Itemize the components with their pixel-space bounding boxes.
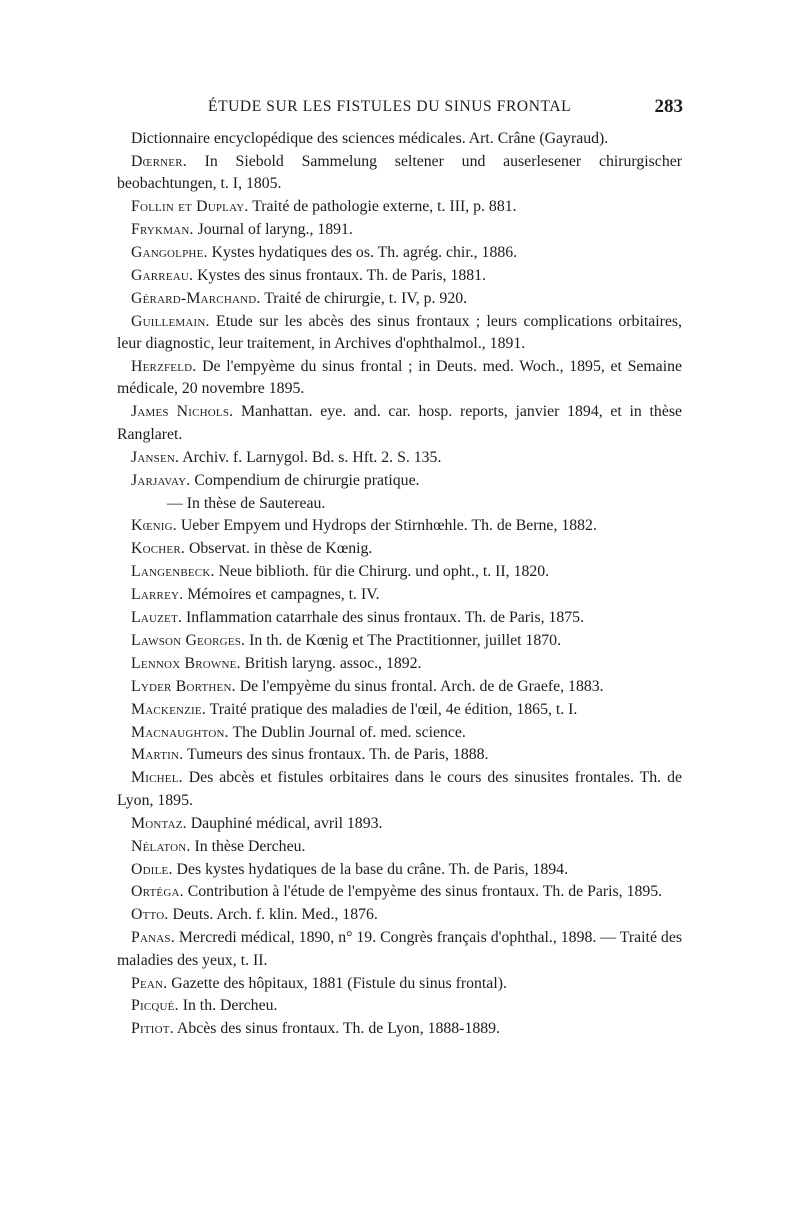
- entry-author: Kœnig.: [131, 517, 177, 535]
- entry-text: The Dublin Journal of. med. science.: [228, 723, 466, 741]
- entry-author: Langenbeck.: [131, 563, 215, 581]
- bibliography-entry: [117, 219, 682, 241]
- entry-text: Traité de chirurgie, t. IV, p. 920.: [260, 289, 468, 307]
- entry-text: Contribution à l'étude de l'empyème des sinus frontaux. Th. de Paris, 1895.: [183, 883, 663, 901]
- entry-author: Gangolphe.: [131, 244, 208, 262]
- bibliography-entry: [117, 676, 682, 698]
- bibliography-entry: [117, 699, 682, 721]
- entry-author: Panas.: [131, 929, 175, 947]
- bibliography-entry: [117, 767, 682, 812]
- entry-text: Deuts. Arch. f. klin. Med., 1876.: [168, 906, 378, 924]
- entry-author: Follin et Duplay.: [131, 198, 249, 216]
- bibliography-list: [117, 128, 682, 1041]
- bibliography-entry: [117, 151, 682, 196]
- bibliography-entry: [117, 538, 682, 560]
- entry-text: Archiv. f. Larnygol. Bd. s. Hft. 2. S. 135.: [179, 448, 442, 466]
- entry-author: Garreau.: [131, 266, 194, 284]
- bibliography-entry: [117, 584, 682, 606]
- entry-author: Otto.: [131, 906, 169, 924]
- entry-text: Neue biblioth. für die Chirurg. und opht., t. II, 1820.: [214, 563, 550, 581]
- entry-text: Traité de pathologie externe, t. III, p. 881.: [248, 198, 517, 216]
- entry-author: Kocher.: [131, 540, 186, 558]
- entry-author: Nélaton.: [131, 837, 191, 855]
- entry-author: Dœrner.: [131, 152, 187, 170]
- entry-text: Observat. in thèse de Kœnig.: [185, 540, 373, 558]
- entry-text: Etude sur les abcès des sinus frontaux ; leurs complications orbitaires, leur diagnostic, leur traitement, in Archives d'ophthalmol., 1891.: [117, 312, 682, 353]
- entry-author: Michel.: [131, 769, 183, 787]
- entry-author: Lauzet.: [131, 609, 183, 627]
- entry-text: Mercredi médical, 1890, n° 19. Congrès français d'ophthal., 1898. — Traité des maladies des yeux, t. II.: [117, 929, 682, 969]
- entry-author: Lennox Browne.: [131, 654, 241, 672]
- entry-author: Jansen.: [131, 448, 180, 466]
- entry-text: Manhattan. eye. and. car. hosp. reports, janvier 1894, et in thèse Ranglaret.: [117, 403, 682, 443]
- bibliography-entry: [117, 493, 682, 515]
- entry-author: Larrey.: [131, 586, 184, 604]
- entry-author: Macnaughton.: [131, 723, 229, 741]
- entry-text: De l'empyème du sinus frontal ; in Deuts. med. Woch., 1895, et Semaine médicale, 20 novembre 1895.: [117, 358, 682, 398]
- bibliography-entry: [117, 607, 682, 629]
- entry-text: Ueber Empyem und Hydrops der Stirnhœhle. Th. de Berne, 1882.: [176, 517, 597, 535]
- page-number: 283: [654, 96, 683, 117]
- entry-author: Frykman.: [131, 221, 194, 239]
- entry-author: Guillemain.: [131, 312, 210, 330]
- bibliography-entry: [117, 447, 682, 469]
- bibliography-entry: [117, 265, 682, 287]
- bibliography-entry: [117, 973, 682, 995]
- entry-text: Kystes des sinus frontaux. Th. de Paris, 1881.: [193, 266, 486, 284]
- page-header: [208, 96, 683, 120]
- entry-author: Lawson Georges.: [131, 631, 246, 649]
- bibliography-entry: [117, 196, 682, 218]
- entry-text: Des abcès et fistules orbitaires dans le cours des sinusites frontales. Th. de Lyon, 1895.: [117, 769, 682, 809]
- entry-author: Pitiot.: [131, 1020, 174, 1038]
- entry-text: Compendium de chirurgie pratique.: [190, 471, 420, 489]
- entry-text: Mémoires et campagnes, t. IV.: [183, 586, 380, 604]
- bibliography-entry: [117, 653, 682, 675]
- bibliography-entry: [117, 1018, 682, 1040]
- entry-text: Gazette des hôpitaux, 1881 (Fistule du sinus frontal).: [167, 974, 507, 992]
- entry-text: Tumeurs des sinus frontaux. Th. de Paris, 1888.: [183, 746, 489, 764]
- bibliography-entry: [117, 904, 682, 926]
- entry-text: Des kystes hydatiques de la base du crâne. Th. de Paris, 1894.: [172, 860, 569, 878]
- bibliography-entry: [117, 722, 682, 744]
- entry-text: Kystes hydatiques des os. Th. agrég. chir., 1886.: [207, 244, 518, 262]
- bibliography-entry: [117, 128, 682, 150]
- entry-author: Pean.: [131, 974, 168, 992]
- entry-text: Dictionnaire encyclopédique des sciences médicales. Art. Crâne (Gayraud).: [131, 130, 609, 147]
- entry-text: Inflammation catarrhale des sinus frontaux. Th. de Paris, 1875.: [182, 609, 585, 627]
- entry-text: In thèse Dercheu.: [190, 837, 306, 855]
- bibliography-entry: [117, 356, 682, 401]
- entry-text: In th. de Kœnig et The Practitionner, juillet 1870.: [245, 631, 562, 649]
- bibliography-entry: [117, 995, 682, 1017]
- entry-text: Dauphiné médical, avril 1893.: [186, 814, 383, 832]
- bibliography-entry: [117, 836, 682, 858]
- entry-text: Journal of laryng., 1891.: [193, 221, 353, 239]
- running-title: ÉTUDE SUR LES FISTULES DU SINUS FRONTAL: [208, 98, 572, 115]
- bibliography-entry: [117, 561, 682, 583]
- bibliography-entry: [117, 515, 682, 537]
- entry-author: Lyder Borthen.: [131, 677, 236, 695]
- entry-text: Traité pratique des maladies de l'œil, 4e édition, 1865, t. I.: [206, 700, 578, 718]
- bibliography-entry: [117, 242, 682, 264]
- entry-author: Herzfeld.: [131, 358, 197, 376]
- entry-author: Odile.: [131, 860, 173, 878]
- bibliography-entry: [117, 881, 682, 903]
- bibliography-entry: [117, 630, 682, 652]
- entry-author: Ortéga.: [131, 883, 184, 901]
- bibliography-entry: [117, 311, 682, 356]
- entry-author: Martin.: [131, 746, 184, 764]
- bibliography-entry: [117, 859, 682, 881]
- bibliography-entry: [117, 470, 682, 492]
- entry-author: Picqué.: [131, 997, 179, 1015]
- entry-text: British laryng. assoc., 1892.: [240, 654, 422, 672]
- entry-author: Montaz.: [131, 814, 187, 832]
- bibliography-entry: [117, 744, 682, 766]
- bibliography-entry: [117, 288, 682, 310]
- entry-text: De l'empyème du sinus frontal. Arch. de de Graefe, 1883.: [235, 677, 604, 695]
- entry-text: In Siebold Sammelung seltener und auserlesener chirurgischer beobachtungen, t. I, 1805.: [117, 152, 682, 193]
- entry-text: Abcès des sinus frontaux. Th. de Lyon, 1888-1889.: [173, 1020, 500, 1038]
- bibliography-entry: [117, 401, 682, 446]
- entry-author: James Nichols.: [131, 403, 234, 421]
- entry-text: — In thèse de Sautereau.: [167, 494, 326, 512]
- bibliography-entry: [117, 927, 682, 972]
- bibliography-entry: [117, 813, 682, 835]
- entry-author: Jarjavay.: [131, 471, 191, 489]
- entry-author: Mackenzie.: [131, 700, 206, 718]
- entry-text: In th. Dercheu.: [178, 997, 278, 1015]
- entry-author: Gérard-Marchand.: [131, 289, 261, 307]
